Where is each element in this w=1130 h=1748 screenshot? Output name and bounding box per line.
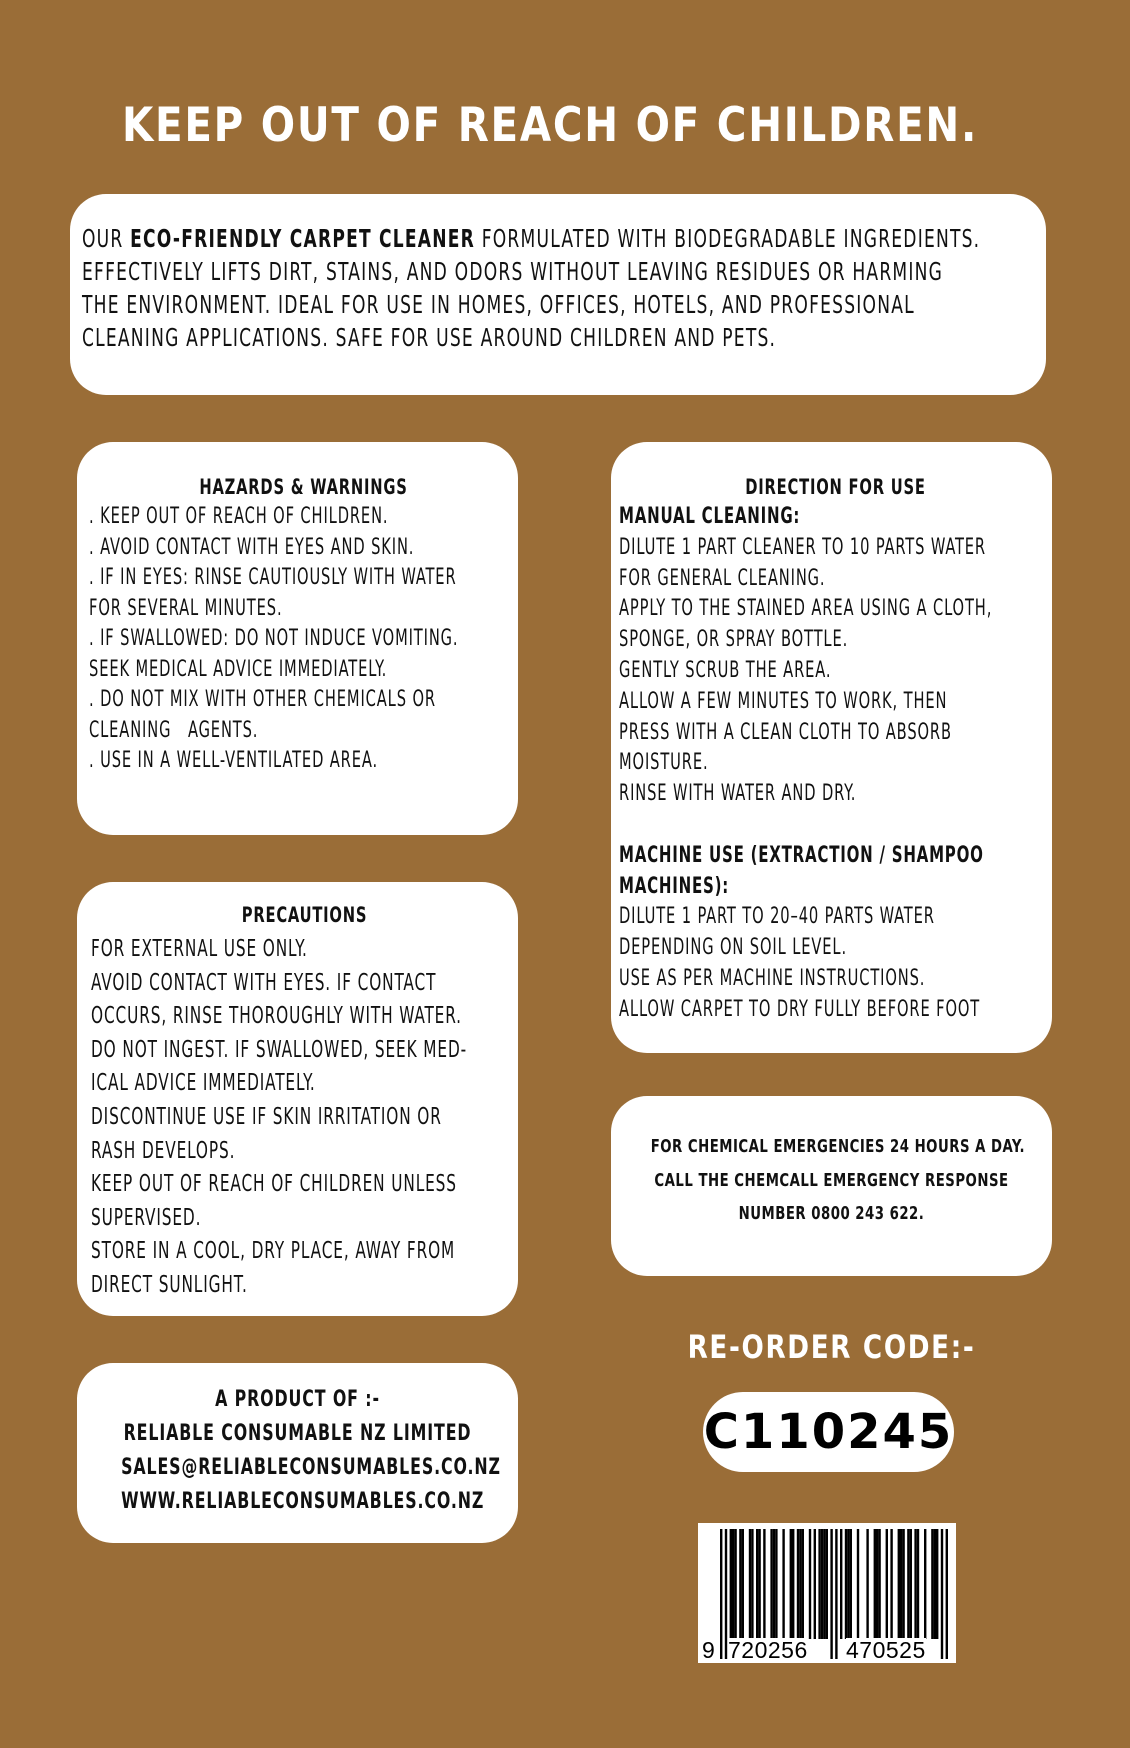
barcode-bar xyxy=(845,1529,847,1639)
barcode-bar xyxy=(782,1529,784,1639)
intro-card xyxy=(70,194,1046,395)
barcode-bar xyxy=(821,1529,823,1639)
barcode-bar xyxy=(742,1529,744,1639)
precaution-line: DISCONTINUE USE IF SKIN IRRITATION OR xyxy=(91,1103,442,1130)
direction-line: FOR GENERAL CLEANING. xyxy=(619,565,826,591)
barcode-first-digit: 9 xyxy=(702,1637,716,1663)
emergency-line: FOR CHEMICAL EMERGENCIES 24 HOURS A DAY. xyxy=(650,1136,1026,1157)
intro-line-1: OUR ECO-FRIENDLY CARPET CLEANER FORMULATED WITH BIODEGRADABLE INGREDIENTS. xyxy=(82,224,981,253)
barcode-bar xyxy=(931,1529,933,1639)
direction-line: SPONGE, OR SPRAY BOTTLE. xyxy=(619,627,849,653)
precautions-heading: PRECAUTIONS xyxy=(241,903,368,927)
hazard-line: . USE IN A WELL-VENTILATED AREA. xyxy=(89,748,379,773)
barcode-bar xyxy=(847,1529,849,1639)
manual-cleaning-heading: MANUAL CLEANING: xyxy=(619,504,801,529)
barcode-bar xyxy=(739,1529,741,1639)
barcode-bar xyxy=(823,1529,825,1639)
barcode-bar xyxy=(734,1529,736,1639)
direction-line: GENTLY SCRUB THE AREA. xyxy=(619,657,832,683)
direction-line: MOISTURE. xyxy=(619,750,709,776)
intro-line-3: THE ENVIRONMENT. IDEAL FOR USE IN HOMES, OFFICES, HOTELS, AND PROFESSIONAL xyxy=(82,290,915,319)
barcode-bar xyxy=(799,1529,801,1639)
precaution-line: ICAL ADVICE IMMEDIATELY. xyxy=(91,1070,316,1097)
barcode-bar xyxy=(876,1529,878,1639)
barcode-bar xyxy=(809,1529,811,1639)
barcode-bar xyxy=(830,1529,832,1659)
barcode-bar xyxy=(874,1529,876,1639)
barcode-bar xyxy=(756,1529,758,1639)
barcode-bar xyxy=(770,1529,772,1639)
barcode-bar xyxy=(790,1529,792,1639)
precaution-line: AVOID CONTACT WITH EYES. IF CONTACT xyxy=(91,969,437,996)
barcode-bar xyxy=(814,1529,816,1639)
direction-line: ALLOW CARPET TO DRY FULLY BEFORE FOOT xyxy=(619,996,981,1022)
barcode-bar xyxy=(907,1529,909,1639)
sales-email: SALES@RELIABLECONSUMABLES.CO.NZ xyxy=(121,1455,501,1480)
precaution-line: RASH DEVELOPS. xyxy=(91,1137,236,1164)
barcode-bar xyxy=(720,1529,722,1659)
hazard-line: . KEEP OUT OF REACH OF CHILDREN. xyxy=(89,504,389,529)
barcode-bar xyxy=(775,1529,777,1639)
product-name: ECO-FRIENDLY CARPET CLEANER xyxy=(130,224,476,253)
hazards-card xyxy=(77,442,518,835)
barcode-bar xyxy=(763,1529,765,1639)
barcode-bar xyxy=(818,1529,820,1639)
precautions-card xyxy=(77,882,518,1316)
barcode-bar xyxy=(890,1529,892,1639)
precaution-line: KEEP OUT OF REACH OF CHILDREN UNLESS xyxy=(91,1171,457,1198)
barcode-bar xyxy=(840,1529,842,1639)
direction-line: ALLOW A FEW MINUTES TO WORK, THEN xyxy=(619,688,948,714)
machine-use-heading-cont: MACHINES): xyxy=(619,873,730,899)
barcode-bar xyxy=(914,1529,916,1639)
barcode-bar xyxy=(900,1529,902,1639)
reorder-code-label: RE-ORDER CODE:- xyxy=(687,1328,976,1366)
barcode-bar xyxy=(850,1529,852,1639)
direction-line: RINSE WITH WATER AND DRY. xyxy=(619,781,857,807)
machine-use-heading: MACHINE USE (EXTRACTION / SHAMPOO xyxy=(619,842,984,868)
barcode-right-digits: 470525 xyxy=(846,1637,926,1663)
precaution-line: SUPERVISED. xyxy=(91,1204,202,1231)
barcode-bar xyxy=(835,1529,837,1659)
barcode-bar xyxy=(934,1529,936,1639)
emergency-line: CALL THE CHEMCALL EMERGENCY RESPONSE xyxy=(654,1169,1009,1191)
hazard-line: . IF IN EYES: RINSE CAUTIOUSLY WITH WATER xyxy=(89,565,457,590)
barcode-bar xyxy=(792,1529,794,1639)
direction-line: USE AS PER MACHINE INSTRUCTIONS. xyxy=(619,965,926,991)
hazard-line: . IF SWALLOWED: DO NOT INDUCE VOMITING. xyxy=(89,626,459,651)
barcode-bar xyxy=(898,1529,900,1639)
precaution-line: DIRECT SUNLIGHT. xyxy=(91,1271,248,1298)
barcode-bar xyxy=(857,1529,859,1639)
manufacturer-card xyxy=(77,1363,518,1543)
directions-heading: DIRECTION FOR USE xyxy=(745,475,926,499)
hazard-line: FOR SEVERAL MINUTES. xyxy=(89,595,283,621)
direction-line: DILUTE 1 PART CLEANER TO 10 PARTS WATER xyxy=(619,534,987,560)
precaution-line: STORE IN A COOL, DRY PLACE, AWAY FROM xyxy=(91,1238,456,1265)
hazards-heading: HAZARDS & WARNINGS xyxy=(199,475,408,499)
product-of-label: A PRODUCT OF :- xyxy=(215,1387,380,1412)
barcode-bar xyxy=(826,1529,828,1639)
barcode-bar xyxy=(936,1529,938,1639)
precaution-line: DO NOT INGEST. IF SWALLOWED, SEEK MED- xyxy=(91,1036,468,1063)
barcode-bar xyxy=(758,1529,760,1639)
direction-line: DILUTE 1 PART TO 20–40 PARTS WATER xyxy=(619,904,935,930)
hazard-line: . AVOID CONTACT WITH EYES AND SKIN. xyxy=(89,534,415,560)
barcode-bar xyxy=(802,1529,804,1639)
emergency-phone: NUMBER 0800 243 622. xyxy=(738,1203,925,1224)
intro-line-4: CLEANING APPLICATIONS. SAFE FOR USE AROUND CHILDREN AND PETS. xyxy=(82,323,777,352)
intro-line-2: EFFECTIVELY LIFTS DIRT, STAINS, AND ODORS WITHOUT LEAVING RESIDUES OR HARMING xyxy=(82,257,944,286)
barcode-bar xyxy=(941,1529,943,1659)
barcode-bar xyxy=(917,1529,919,1639)
direction-line: PRESS WITH A CLEAN CLOTH TO ABSORB xyxy=(619,719,952,745)
barcode-bar xyxy=(924,1529,926,1639)
barcode-bar xyxy=(730,1529,732,1639)
company-name: RELIABLE CONSUMABLE NZ LIMITED xyxy=(123,1421,472,1446)
precaution-line: FOR EXTERNAL USE ONLY. xyxy=(91,936,308,962)
barcode-bar xyxy=(797,1529,799,1639)
barcode-bar xyxy=(902,1529,904,1639)
direction-line: DEPENDING ON SOIL LEVEL. xyxy=(619,935,848,961)
page-title: KEEP OUT OF REACH OF CHILDREN. xyxy=(121,98,979,153)
website: WWW.RELIABLECONSUMABLES.CO.NZ xyxy=(121,1489,485,1514)
direction-line: APPLY TO THE STAINED AREA USING A CLOTH, xyxy=(619,596,993,622)
reorder-code: C110245 xyxy=(703,1392,954,1472)
barcode-bar xyxy=(749,1529,751,1639)
hazard-line: . DO NOT MIX WITH OTHER CHEMICALS OR xyxy=(89,687,436,712)
barcode-bar xyxy=(725,1529,727,1659)
barcode-bar xyxy=(732,1529,734,1639)
hazard-line: SEEK MEDICAL ADVICE IMMEDIATELY. xyxy=(89,656,388,682)
barcode-left-digits: 720256 xyxy=(728,1637,808,1663)
emergency-card xyxy=(611,1096,1052,1276)
barcode-bar xyxy=(886,1529,888,1639)
barcode-bar xyxy=(878,1529,880,1639)
precaution-line: OCCURS, RINSE THOROUGHLY WITH WATER. xyxy=(91,1003,462,1030)
barcode-bar xyxy=(751,1529,753,1639)
barcode-bar xyxy=(910,1529,912,1639)
directions-card xyxy=(611,442,1052,1053)
barcode-bar xyxy=(773,1529,775,1639)
barcode-bar xyxy=(946,1529,948,1659)
hazard-line: CLEANING AGENTS. xyxy=(89,717,259,743)
barcode-bar xyxy=(866,1529,868,1639)
barcode xyxy=(698,1523,956,1663)
